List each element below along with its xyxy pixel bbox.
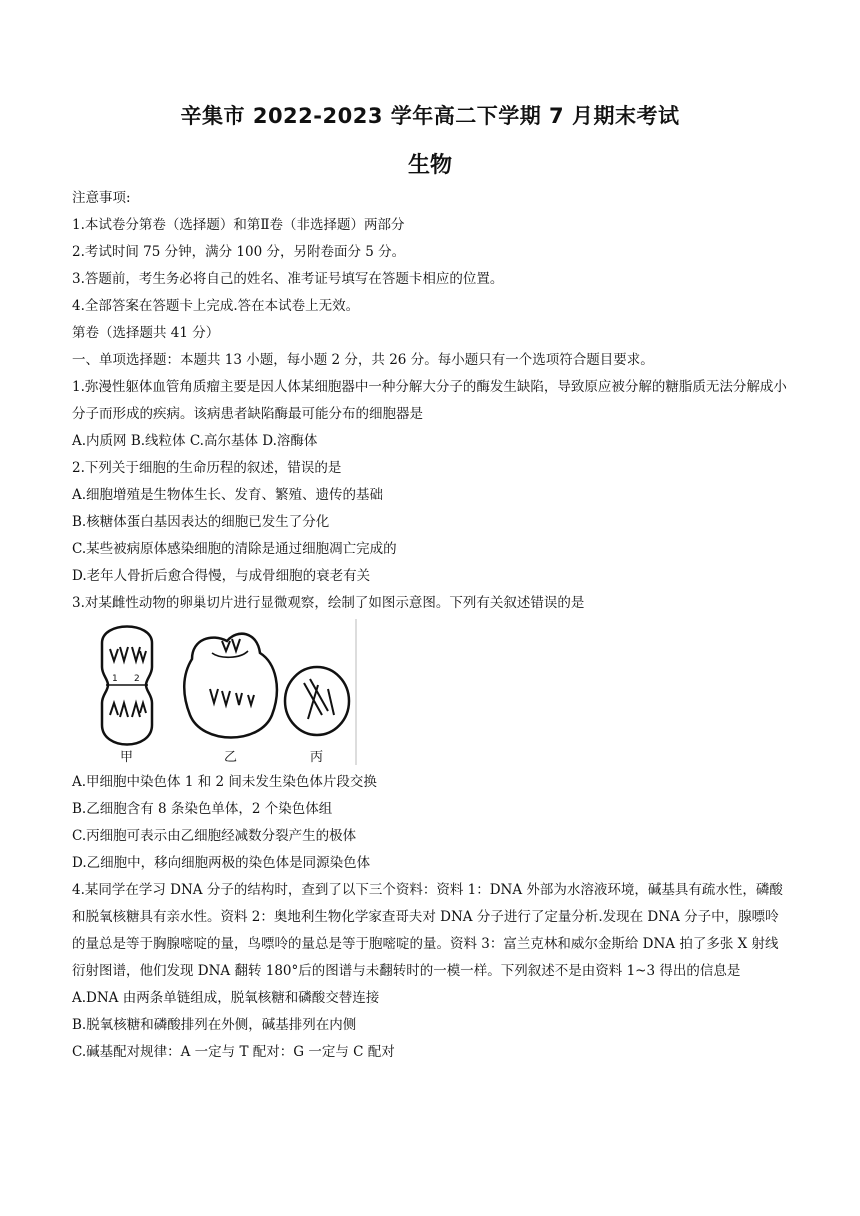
label-bing: 丙 xyxy=(310,750,324,765)
cell-division-figure xyxy=(72,619,362,769)
q2-option-b: B.核糖体蛋白基因表达的细胞已发生了分化 xyxy=(72,514,330,530)
cell-yi xyxy=(184,634,277,738)
q1-stem: 1.弥漫性躯体血管角质瘤主要是因人体某细胞器中一种分解大分子的酶发生缺陷，导致原应被分解的糖脂质无法分解成小分子而形成的疾病。该病患者缺陷酶最可能分布的细胞器是 xyxy=(72,379,787,422)
q3-option-a: A.甲细胞中染色体 1 和 2 间未发生染色体片段交换 xyxy=(72,774,377,790)
q3-option-b: B.乙细胞含有 8 条染色单体，2 个染色体组 xyxy=(72,801,333,817)
cell-bing xyxy=(285,667,349,735)
section-part: 第卷（选择题共 41 分） xyxy=(72,325,220,341)
q4-option-c: C.碱基配对规律：A 一定与 T 配对：G 一定与 C 配对 xyxy=(72,1044,395,1060)
q1-options: A.内质网 B.线粒体 C.高尔基体 D.溶酶体 xyxy=(72,433,318,449)
q4-stem: 4.某同学在学习 DNA 分子的结构时，查到了以下三个资料：资料 1：DNA 外部为水溶液环境，碱基具有疏水性，磷酸和脱氧核糖具有亲水性。资料 2：奥地利生物化学家查哥夫对 DNA 分子进行了定量分析.发现在 DNA 分子中，腺嘌呤的量总是等于胸腺嘧啶的量，鸟嘌呤的量总是等于胞嘧啶的量。资料 3：富兰克林和威尔金斯给 DNA 拍了多张 X 射线衍射图谱，他们发现 DNA 翻转 180°后的图谱与未翻转时的一模一样。下列叙述不是由资料 1~3 得出的信息是 xyxy=(72,882,783,979)
section-instruction: 一、单项选择题：本题共 13 小题，每小题 2 分，共 26 分。每小题只有一个选项符合题目要求。 xyxy=(72,352,654,368)
chromosome-label-1: 1 xyxy=(112,674,118,684)
q3-stem: 3.对某雌性动物的卵巢切片进行显微观察，绘制了如图示意图。下列有关叙述错误的是 xyxy=(72,595,585,611)
chromosome-label-2: 2 xyxy=(134,674,140,684)
notice-item-3: 3.答题前，考生务必将自己的姓名、准考证号填写在答题卡相应的位置。 xyxy=(72,271,504,287)
notice-item-4: 4.全部答案在答题卡上完成.答在本试卷上无效。 xyxy=(72,298,360,314)
label-yi: 乙 xyxy=(224,750,238,765)
q4-option-b: B.脱氧核糖和磷酸排列在外侧，碱基排列在内侧 xyxy=(72,1017,357,1033)
q2-stem: 2.下列关于细胞的生命历程的叙述，错误的是 xyxy=(72,460,342,476)
q2-option-c: C.某些被病原体感染细胞的清除是通过细胞凋亡完成的 xyxy=(72,541,397,557)
q3-option-c: C.丙细胞可表示由乙细胞经减数分裂产生的极体 xyxy=(72,828,357,844)
notice-item-1: 1.本试卷分第卷（选择题）和第Ⅱ卷（非选择题）两部分 xyxy=(72,217,405,233)
q2-option-a: A.细胞增殖是生物体生长、发育、繁殖、遗传的基础 xyxy=(72,487,384,503)
exam-subject: 生物 xyxy=(407,153,452,178)
q2-option-d: D.老年人骨折后愈合得慢，与成骨细胞的衰老有关 xyxy=(72,568,371,584)
exam-body xyxy=(72,185,792,1066)
q4-option-a: A.DNA 由两条单链组成，脱氧核糖和磷酸交替连接 xyxy=(72,990,380,1006)
notice-heading: 注意事项: xyxy=(72,190,131,206)
label-jia: 甲 xyxy=(120,750,134,765)
notice-item-2: 2.考试时间 75 分钟，满分 100 分，另附卷面分 5 分。 xyxy=(72,244,406,260)
exam-title: 辛集市 2022-2023 学年高二下学期 7 月期末考试 xyxy=(180,104,680,128)
cell-jia xyxy=(102,627,152,745)
q3-option-d: D.乙细胞中，移向细胞两极的染色体是同源染色体 xyxy=(72,855,371,871)
